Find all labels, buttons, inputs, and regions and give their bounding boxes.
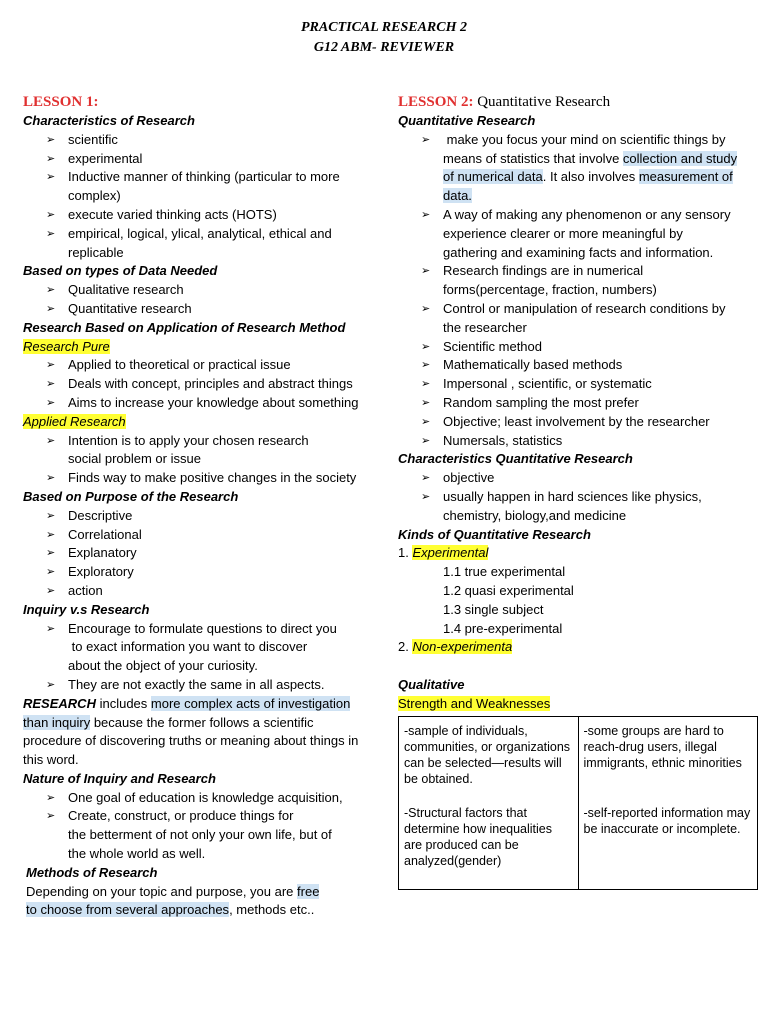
paragraph-text: procedure of discovering truths or meaning about things in [23, 733, 359, 749]
list-item: ➢ They are not exactly the same in all aspects. [23, 676, 383, 695]
list-item: ➢ Finds way to make positive changes in the society [23, 469, 383, 488]
lesson-1-label: LESSON 1: [23, 94, 99, 110]
quantitative-list-b3 [398, 262, 760, 281]
paragraph-text: . It also involves [542, 169, 639, 185]
paragraph-text: means of statistics that involve [443, 150, 623, 166]
document-title: PRACTICAL RESEARCH 2 [301, 20, 467, 35]
list-item-continuation: about the object of your curiosity. [68, 658, 258, 674]
sw-label-row [398, 695, 760, 714]
list-item: ➢ Aims to increase your knowledge about something [23, 394, 383, 413]
char-quant-heading: Characteristics Quantitative Research [398, 451, 633, 467]
characteristics-list [23, 131, 383, 187]
list-item-continuation: the betterment of not only your own life, but of [68, 827, 332, 843]
item-number: 1. [398, 545, 413, 561]
list-item-continuation [398, 150, 760, 169]
pure-label-row [23, 338, 383, 357]
list-item-continuation: replicable [68, 244, 124, 260]
application-heading: Research Based on Application of Research Method [23, 319, 346, 335]
list-item-continuation: social problem or issue [68, 451, 201, 467]
list-item-continuation [398, 187, 760, 206]
research-term: RESEARCH [23, 695, 96, 711]
applied-label-row [23, 413, 383, 432]
characteristics-heading: Characteristics of Research [23, 113, 195, 128]
highlight-text: of numerical data [443, 169, 543, 185]
highlight-text: more complex acts of investigation [150, 695, 351, 711]
left-column [23, 92, 383, 920]
highlight-text: than inquiry [23, 714, 91, 730]
list-item: ➢ Qualitative research [23, 281, 383, 300]
list-item-continuation: gathering and examining facts and information. [443, 244, 714, 260]
quantitative-list-rest [398, 338, 760, 451]
research-pure-label: Research Pure [23, 338, 110, 354]
table-cell-text: -some groups are hard to reach-drug users, illegal immigrants, ethnic minorities [583, 723, 742, 770]
strength-weakness-label: Strength and Weaknesses [398, 695, 551, 711]
list-item: ➢ Random sampling the most prefer [398, 394, 760, 413]
purpose-heading: Based on Purpose of the Research [23, 488, 239, 504]
nature-heading: Nature of Inquiry and Research [23, 770, 216, 786]
list-item-continuation: to exact information you want to discover [68, 639, 308, 655]
research-paragraph [23, 695, 383, 770]
list-item: ➢ empirical, logical, ylical, analytical, ethical and [23, 225, 383, 244]
spacer [398, 657, 760, 676]
list-item: ➢ Research findings are in numerical [398, 262, 760, 281]
list-item: ➢ Impersonal , scientific, or systematic [398, 375, 760, 394]
list-item: ➢ action [23, 582, 383, 601]
methods-heading: Methods of Research [26, 864, 158, 880]
list-item-continuation: the researcher [443, 319, 527, 335]
strengths-cell [399, 716, 579, 889]
item-number: 2. [398, 639, 413, 655]
list-item: ➢ Objective; least involvement by the researcher [398, 413, 760, 432]
highlight-text: collection and study [622, 150, 738, 166]
highlight-text: measurement of [638, 169, 733, 185]
char-quant-list [398, 469, 760, 507]
list-item: ➢ scientific [23, 131, 383, 150]
sub-item: 1.4 pre-experimental [443, 620, 563, 636]
list-item-continuation: chemistry, biology,and medicine [443, 507, 627, 523]
list-item: ➢ Mathematically based methods [398, 356, 760, 375]
characteristics-list-cont [23, 206, 383, 244]
applied-research-label: Applied Research [23, 413, 126, 429]
applied-list-cont [23, 469, 383, 488]
quantitative-list [398, 131, 760, 150]
strength-weakness-table [398, 716, 758, 890]
lesson-2-number: LESSON 2: [398, 94, 474, 110]
nature-list [23, 789, 383, 827]
paragraph-text: this word. [23, 752, 79, 768]
list-item: ➢ objective [398, 469, 760, 488]
document-subtitle: G12 ABM- REVIEWER [313, 40, 455, 55]
list-item: ➢ Applied to theoretical or practical issue [23, 356, 383, 375]
cell-spacer [404, 869, 573, 883]
list-item: ➢ Inductive manner of thinking (particular to more [23, 168, 383, 187]
experimental-label: Experimental [412, 545, 489, 561]
list-item-continuation: experience clearer or more meaningful by [443, 225, 683, 241]
list-item: ➢ Descriptive [23, 507, 383, 526]
list-item: ➢ Scientific method [398, 338, 760, 357]
kinds-heading: Kinds of Quantitative Research [398, 526, 591, 542]
sub-item: 1.2 quasi experimental [443, 582, 574, 598]
table-cell-text: -self-reported information may be inaccurate or incomplete. [583, 805, 751, 836]
highlight-text: free [297, 883, 320, 899]
list-item: ➢ Deals with concept, principles and abstract things [23, 375, 383, 394]
quantitative-heading: Quantitative Research [398, 113, 536, 128]
list-item: ➢ One goal of education is knowledge acquisition, [23, 789, 383, 808]
list-item-continuation: the whole world as well. [68, 846, 206, 862]
paragraph-text: , methods etc.. [229, 902, 315, 918]
paragraph-text: because the former follows a scientific [90, 714, 314, 730]
list-item: ➢ Quantitative research [23, 300, 383, 319]
table-cell-text: -sample of individuals, communities, or organizations can be selected—results will be obtained. [404, 723, 571, 786]
qualitative-heading: Qualitative [398, 676, 465, 692]
purpose-list [23, 507, 383, 601]
quantitative-list-b4 [398, 300, 760, 319]
inquiry-heading: Inquiry v.s Research [23, 601, 150, 617]
table-row [399, 716, 758, 889]
paragraph-text: includes [95, 695, 151, 711]
non-experimental-label: Non-experimenta [412, 639, 513, 655]
lesson-2-label [398, 92, 760, 112]
sub-item: 1.1 true experimental [443, 564, 566, 580]
weaknesses-cell [578, 716, 758, 889]
list-item: ➢ experimental [23, 150, 383, 169]
list-item: ➢ Numersals, statistics [398, 432, 760, 451]
methods-paragraph [23, 883, 383, 921]
right-column [398, 92, 760, 890]
inquiry-list-cont [23, 676, 383, 695]
list-item: ➢ Explanatory [23, 544, 383, 563]
data-needed-list [23, 281, 383, 319]
paragraph-text: Depending on your topic and purpose, you are [26, 883, 298, 899]
list-item: ➢ Encourage to formulate questions to direct you [23, 620, 383, 639]
experimental-row [398, 544, 760, 563]
pure-list [23, 356, 383, 412]
list-item-continuation: complex) [68, 188, 121, 204]
quantitative-list-b2 [398, 206, 760, 225]
list-item: ➢ Correlational [23, 526, 383, 545]
list-item: ➢ Exploratory [23, 563, 383, 582]
list-item-continuation [398, 168, 760, 187]
highlight-text: to choose from several approaches [26, 902, 230, 918]
list-item: ➢ make you focus your mind on scientific things by [398, 131, 760, 150]
list-item: ➢ A way of making any phenomenon or any sensory [398, 206, 760, 225]
lesson-2-title: Quantitative Research [473, 94, 611, 110]
applied-list [23, 432, 383, 451]
highlight-text: data. [443, 188, 472, 204]
data-needed-heading: Based on types of Data Needed [23, 263, 218, 279]
non-experimental-row [398, 638, 760, 657]
inquiry-list [23, 620, 383, 639]
list-item: ➢ Create, construct, or produce things for [23, 807, 383, 826]
table-cell-text: -Structural factors that determine how inequalities are produced can be analyzed(gender) [404, 805, 553, 868]
sub-item: 1.3 single subject [443, 601, 544, 617]
list-item: ➢ Control or manipulation of research conditions by [398, 300, 760, 319]
list-item: ➢ usually happen in hard sciences like physics, [398, 488, 760, 507]
list-item: ➢ execute varied thinking acts (HOTS) [23, 206, 383, 225]
list-item: ➢ Intention is to apply your chosen research [23, 432, 383, 451]
list-item-continuation: forms(percentage, fraction, numbers) [443, 282, 657, 298]
